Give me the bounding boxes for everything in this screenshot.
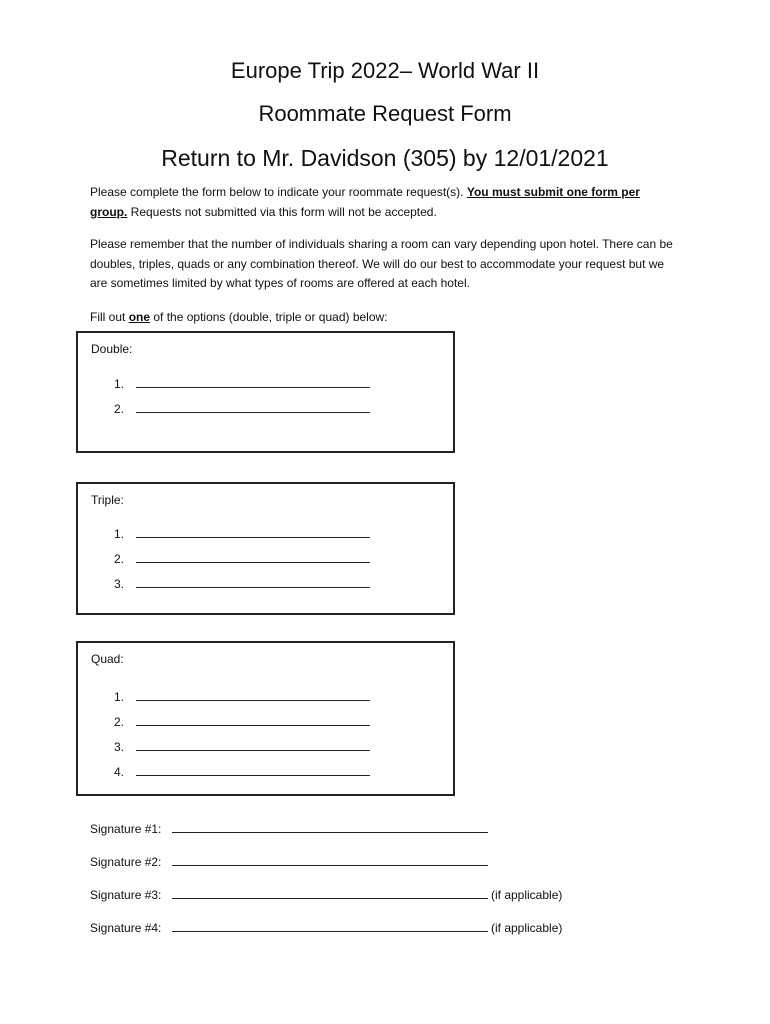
fill-out-pre: Fill out	[90, 310, 129, 324]
quad-label: Quad:	[91, 652, 124, 666]
name-line[interactable]	[136, 713, 370, 726]
instructions-paragraph-3	[90, 308, 680, 328]
title-line-1: Europe Trip 2022– World War II	[230, 58, 540, 83]
signature-label: Signature #4:	[90, 921, 162, 935]
entry-number: 4.	[114, 765, 125, 779]
entry-number: 2.	[114, 715, 125, 729]
signature-note: (if applicable)	[491, 888, 563, 902]
entry-number: 2.	[114, 552, 125, 566]
quad-entry-3[interactable]	[114, 738, 370, 754]
fill-out-emphasis: one	[128, 310, 151, 324]
entry-number: 3.	[114, 577, 125, 591]
signature-1[interactable]	[90, 820, 491, 836]
instructions-tail: Requests not submitted via this form will not be accepted.	[127, 204, 437, 219]
entry-number: 1.	[114, 527, 125, 541]
triple-room-box	[76, 482, 455, 615]
name-line[interactable]	[136, 550, 370, 563]
entry-number: 2.	[114, 402, 125, 416]
triple-label: Triple:	[91, 493, 124, 507]
triple-entry-3[interactable]	[114, 575, 370, 591]
entry-number: 1.	[114, 377, 125, 391]
signature-line[interactable]	[172, 919, 488, 932]
triple-entry-2[interactable]	[114, 550, 370, 566]
signature-4[interactable]	[90, 919, 562, 935]
name-line[interactable]	[136, 575, 370, 588]
double-entry-2[interactable]	[114, 400, 370, 416]
double-room-box	[76, 331, 455, 453]
entry-number: 3.	[114, 740, 125, 754]
signature-2[interactable]	[90, 853, 491, 869]
signature-line[interactable]	[172, 886, 488, 899]
signature-line[interactable]	[172, 820, 488, 833]
name-line[interactable]	[136, 375, 370, 388]
name-line[interactable]	[136, 763, 370, 776]
entry-number: 1.	[114, 690, 125, 704]
name-line[interactable]	[136, 400, 370, 413]
name-line[interactable]	[136, 688, 370, 701]
title-line-3: Return to Mr. Davidson (305) by 12/01/2021	[161, 145, 609, 171]
instructions-text: Please complete the form below to indicate your roommate request(s).	[90, 185, 467, 199]
quad-room-box	[76, 641, 455, 796]
instructions-paragraph-2: Please remember that the number of individuals sharing a room can vary depending upon hotel. There can be doubles, triples, quads or any combination thereof. We will do our best to accommodate your request but we are sometimes limited by what types of rooms are offered at each hotel.	[90, 237, 673, 290]
signature-label: Signature #1:	[90, 822, 162, 836]
name-line[interactable]	[136, 738, 370, 751]
signature-label: Signature #3:	[90, 888, 162, 902]
fill-out-post: of the options (double, triple or quad) below:	[150, 310, 388, 324]
instructions-paragraph-1	[90, 183, 680, 222]
name-line[interactable]	[136, 525, 370, 538]
quad-entry-2[interactable]	[114, 713, 370, 729]
signature-note: (if applicable)	[491, 921, 563, 935]
title-line-2: Roommate Request Form	[258, 101, 512, 126]
double-entry-1[interactable]	[114, 375, 370, 391]
quad-entry-1[interactable]	[114, 688, 370, 704]
signature-line[interactable]	[172, 853, 488, 866]
quad-entry-4[interactable]	[114, 763, 370, 779]
signature-label: Signature #2:	[90, 855, 162, 869]
triple-entry-1[interactable]	[114, 525, 370, 541]
double-label: Double:	[91, 342, 133, 356]
signature-3[interactable]	[90, 886, 562, 902]
instructions-emphasis: You must submit one form per group.	[90, 185, 640, 219]
